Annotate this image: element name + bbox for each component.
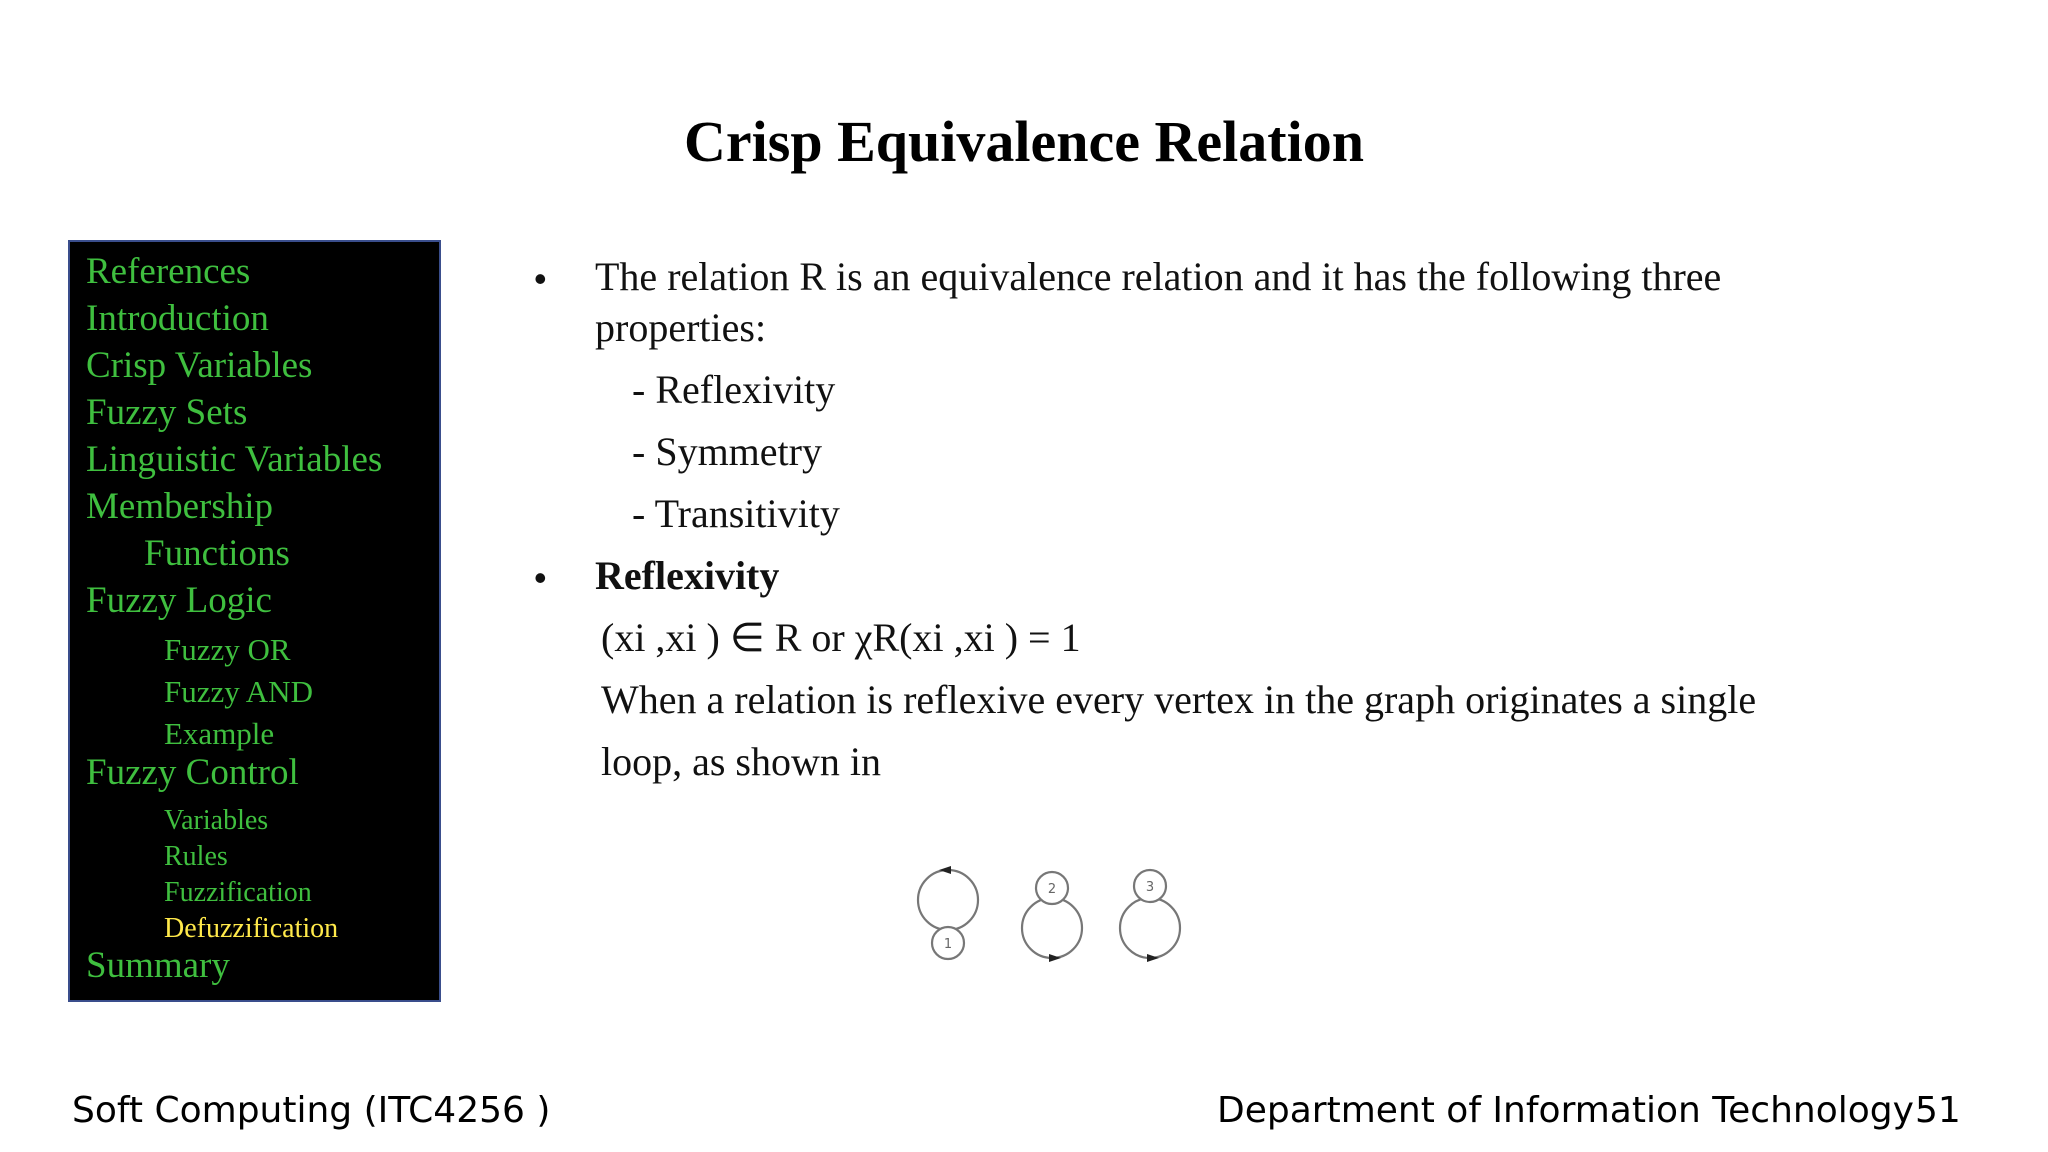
vertex-label-3: 3 (1145, 880, 1155, 895)
arrowhead-1 (939, 866, 951, 874)
arrowhead-3 (1147, 954, 1159, 962)
toc-item-linguistic-variables[interactable]: Linguistic Variables (86, 439, 383, 480)
slide-title: Crisp Equivalence Relation (684, 109, 1364, 174)
description-line-2: loop, as shown in (601, 739, 881, 784)
toc-item-fuzzy-sets[interactable]: Fuzzy Sets (86, 392, 248, 433)
vertex-label-1: 1 (943, 937, 953, 952)
toc-item-membership[interactable]: Membership (86, 486, 274, 527)
property-reflexivity: - Reflexivity (632, 367, 836, 412)
toc-item-fuzzy-or[interactable]: Fuzzy OR (164, 632, 291, 667)
loop-1 (918, 870, 978, 930)
toc-item-fuzzy-logic[interactable]: Fuzzy Logic (86, 580, 272, 621)
reflexive-loops-figure (905, 860, 1205, 975)
toc-item-references[interactable]: References (86, 251, 251, 292)
toc-item-fuzzy-control[interactable]: Fuzzy Control (86, 752, 299, 793)
reflexivity-heading: Reflexivity (595, 553, 780, 598)
property-transitivity: - Transitivity (632, 491, 840, 536)
vertex-label-2: 2 (1047, 882, 1057, 897)
toc-item-rules[interactable]: Rules (164, 841, 228, 872)
intro-text-line-1: The relation R is an equivalence relation and it has the following three (595, 254, 1722, 299)
footer-department: Department of Information Technology (1217, 1090, 1914, 1131)
reflexivity-formula: (xi ,xi ) ∈ R or χR(xi ,xi ) = 1 (601, 615, 1081, 660)
loop-2 (1022, 898, 1082, 958)
toc-item-variables[interactable]: Variables (164, 805, 269, 836)
bullet-marker: • (534, 557, 547, 598)
property-symmetry: - Symmetry (632, 429, 822, 474)
toc-item-example[interactable]: Example (164, 716, 275, 751)
slide-number: 51 (1915, 1090, 1961, 1131)
bullet-marker: • (534, 258, 547, 299)
loop-3 (1120, 898, 1180, 958)
footer-course: Soft Computing (ITC4256 ) (72, 1090, 551, 1131)
toc-item-crisp-variables[interactable]: Crisp Variables (86, 345, 313, 386)
arrowhead-2 (1049, 954, 1061, 962)
toc-item-fuzzification[interactable]: Fuzzification (164, 877, 312, 908)
intro-text-line-2: properties: (595, 305, 767, 350)
toc-item-defuzzification[interactable]: Defuzzification (164, 913, 339, 944)
toc-item-fuzzy-and[interactable]: Fuzzy AND (164, 674, 313, 709)
toc-item-introduction[interactable]: Introduction (86, 298, 269, 339)
toc-item-membership-functions[interactable]: Functions (144, 533, 290, 574)
description-line-1: When a relation is reflexive every vertex in the graph originates a single (601, 677, 1757, 722)
toc-item-summary[interactable]: Summary (86, 945, 230, 986)
